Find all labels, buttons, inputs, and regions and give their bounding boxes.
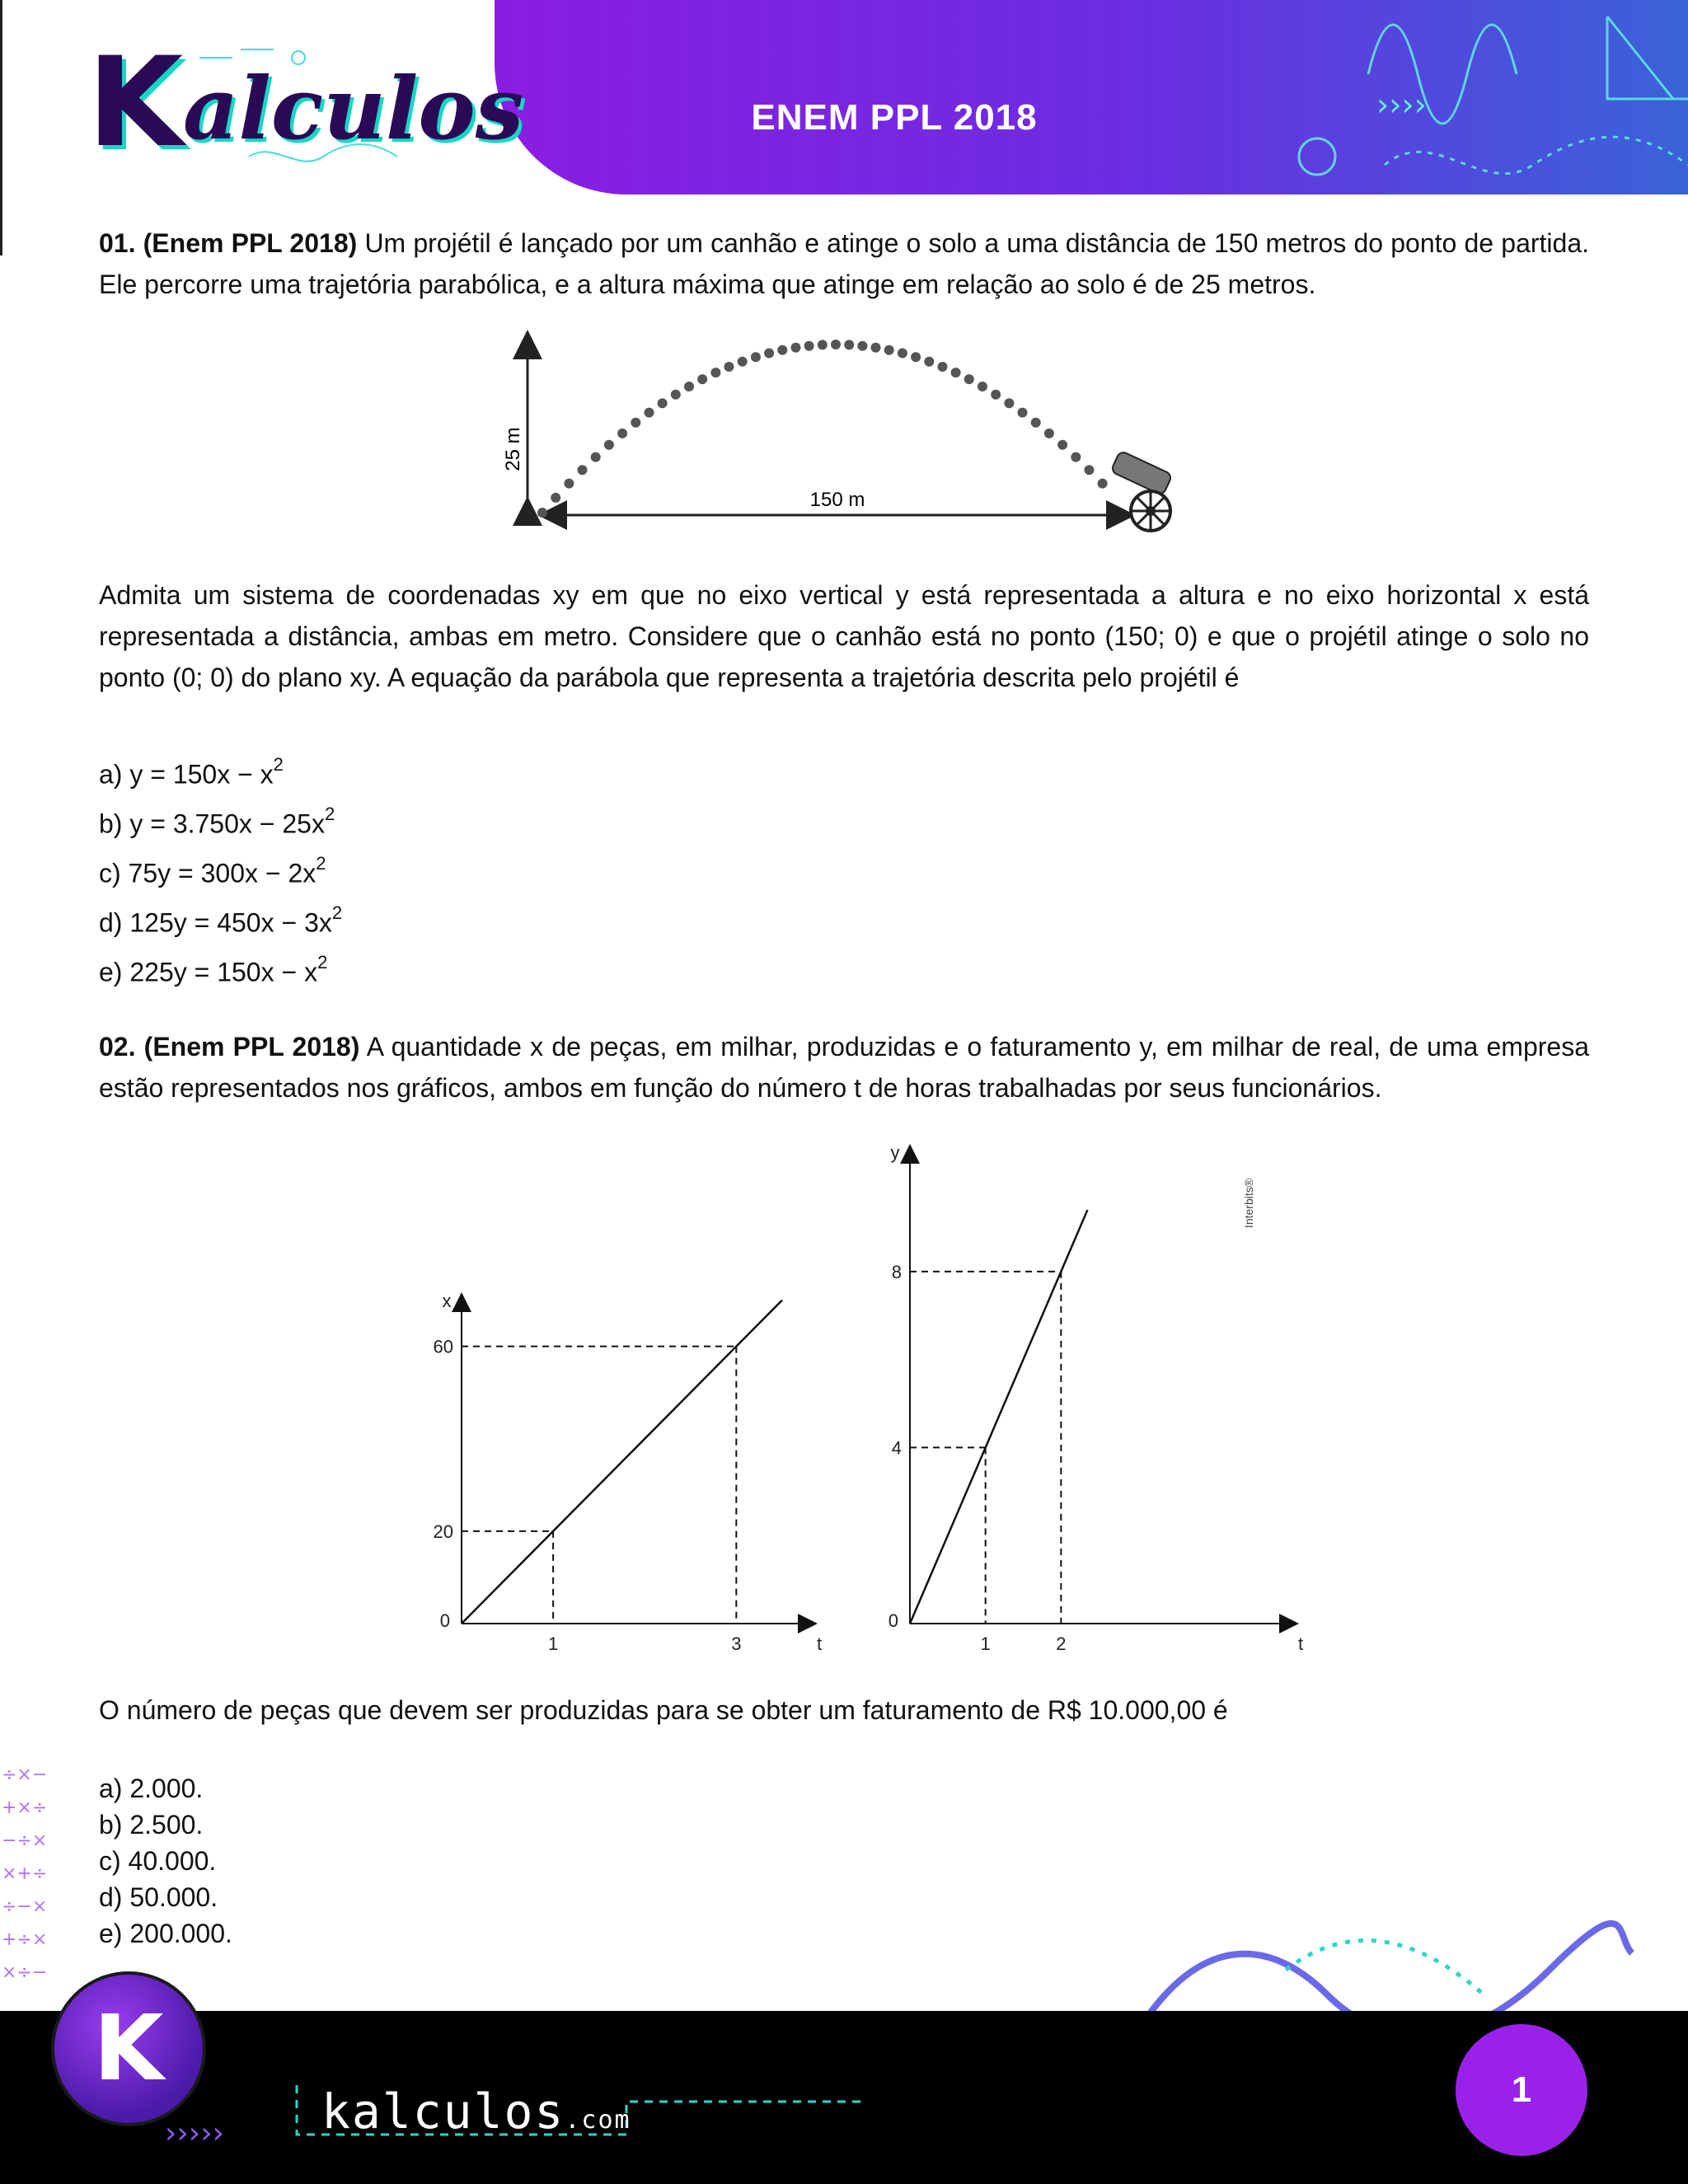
svg-text:››››: ›››› xyxy=(1376,87,1427,123)
option-exponent: 2 xyxy=(317,952,328,972)
option-value: 200.000. xyxy=(129,1919,232,1948)
trajectory-dot xyxy=(1057,440,1067,450)
trajectory-dot xyxy=(1044,429,1054,438)
chart-revenue-vs-hours xyxy=(874,1137,1335,1654)
question-1-label: 01. (Enem PPL 2018) xyxy=(99,228,358,258)
option-value: 40.000. xyxy=(128,1846,217,1876)
origin-label: 0 xyxy=(439,1610,450,1631)
footer-bar xyxy=(0,2011,1688,2184)
trajectory-dot xyxy=(898,349,907,359)
distance-label: 150 m xyxy=(809,489,865,511)
option-letter: b) xyxy=(99,1810,130,1840)
image-credit: Interbits® xyxy=(1242,1178,1255,1229)
trajectory-dot xyxy=(710,368,720,377)
trajectory-dot xyxy=(818,340,828,349)
option-letter: c) xyxy=(99,858,129,888)
trajectory-dot xyxy=(884,345,894,355)
trajectory-dot xyxy=(617,429,627,438)
height-label: 25 m xyxy=(502,427,524,471)
trajectory-dot xyxy=(671,390,681,400)
trajectory-dot xyxy=(1004,398,1014,408)
trajectory-dot xyxy=(804,341,814,351)
trajectory-dot xyxy=(658,398,668,408)
trajectory-dot xyxy=(978,382,987,391)
y-tick-label: 8 xyxy=(891,1261,902,1282)
y-axis-label: y xyxy=(890,1142,900,1163)
cannon-icon xyxy=(1110,451,1172,531)
trajectory-dot xyxy=(938,362,948,372)
origin-label: 0 xyxy=(888,1610,898,1631)
x-tick-label: 1 xyxy=(547,1633,559,1654)
svg-text:+÷×: +÷× xyxy=(2,1929,48,1950)
q2-option-a[interactable] xyxy=(99,1772,203,1805)
page-number: 1 xyxy=(1456,2024,1587,2156)
trajectory-dot xyxy=(551,493,560,503)
option-exponent: 2 xyxy=(316,853,326,874)
header-title: ENEM PPL 2018 xyxy=(751,97,1038,138)
trajectory-dot xyxy=(791,343,801,353)
option-exponent: 2 xyxy=(331,902,343,923)
y-axis-label: x xyxy=(442,1291,452,1311)
y-tick-label: 60 xyxy=(433,1336,453,1357)
q2-option-d[interactable] xyxy=(99,1881,218,1914)
option-value: y = 150x − x xyxy=(129,759,274,790)
trajectory-dot xyxy=(1098,479,1108,489)
chart-pieces-vs-hours xyxy=(412,1286,841,1654)
option-letter: e) xyxy=(99,1919,130,1948)
svg-text:−÷×: −÷× xyxy=(2,1830,48,1851)
x-axis-label: t xyxy=(1297,1633,1304,1654)
q2-option-c[interactable] xyxy=(99,1844,216,1877)
option-letter: a) xyxy=(99,1774,130,1803)
question-1-text: Um projétil é lançado por um canhão e atinge o solo a uma distância de 150 metros do ponto de partida. Ele percorre uma trajetória parabólica, e a altura máxima que atinge em relação ao solo é de 25 metros. xyxy=(99,228,1589,299)
option-value: 225y = 150x − x xyxy=(129,957,318,987)
trajectory-dot xyxy=(564,479,574,489)
option-value: 125y = 450x − 3x xyxy=(129,907,332,938)
question-2-prompt: O número de peças que devem ser produzidas para se obter um faturamento de R$ 10.000,00 é xyxy=(99,1695,1228,1725)
logo-text: alculos xyxy=(183,58,524,159)
option-letter: d) xyxy=(99,1882,130,1912)
page-edge-line xyxy=(0,0,2,255)
option-letter: b) xyxy=(99,808,130,839)
footer-lines xyxy=(0,2011,1688,2184)
trajectory-dot xyxy=(871,343,881,353)
trajectory-dot xyxy=(844,340,854,349)
trajectory-dot xyxy=(1018,408,1028,418)
question-1-statement xyxy=(99,223,1589,305)
header-band xyxy=(495,0,1688,194)
question-2-statement xyxy=(99,1026,1589,1108)
option-value: y = 3.750x − 25x xyxy=(129,808,325,839)
trajectory-dot xyxy=(697,374,707,384)
svg-text:›››››: ››››› xyxy=(165,2116,224,2150)
trajectory-dot xyxy=(911,352,921,362)
kalculos-badge-icon: K xyxy=(51,1971,206,2126)
option-value: 75y = 300x − 2x xyxy=(128,858,316,888)
option-letter: c) xyxy=(99,1846,129,1876)
footer-site-tld: .com xyxy=(565,2106,631,2135)
trajectory-dot xyxy=(1071,452,1081,462)
trajectory-dot xyxy=(724,362,734,372)
projectile-figure xyxy=(478,330,1220,527)
trajectory-dot xyxy=(604,440,614,450)
x-tick-label: 1 xyxy=(980,1633,991,1654)
trajectory-dot xyxy=(831,340,841,349)
question-1-context: Admita um sistema de coordenadas xy em que no eixo vertical y está representada a altura e no eixo horizontal x está representada a distância, ambas em metro. Considere que o canhão está no ponto (150; 0) e que o projétil atinge o solo no ponto (0; 0) do plano xy. A equação da parábola que representa a trajetória descrita pelo projétil é xyxy=(99,580,1589,692)
svg-text:+×÷: +×÷ xyxy=(2,1797,48,1818)
trajectory-dot xyxy=(751,352,761,362)
trajectory-dot xyxy=(857,341,867,351)
trajectory-dot xyxy=(991,390,1001,400)
trajectory-dot xyxy=(684,382,694,391)
trajectory-dot xyxy=(537,508,547,518)
option-value: 50.000. xyxy=(129,1882,218,1912)
q1-option-e[interactable] xyxy=(99,949,327,989)
svg-text:×+÷: ×+÷ xyxy=(2,1863,48,1884)
footer-site-name: kalculos xyxy=(321,2083,565,2139)
svg-text:÷×−: ÷×− xyxy=(2,1765,48,1785)
q2-option-b[interactable] xyxy=(99,1808,203,1841)
q1-option-c[interactable] xyxy=(99,851,326,890)
q2-option-e[interactable] xyxy=(99,1917,232,1950)
series-line xyxy=(462,1301,782,1624)
footer-website[interactable] xyxy=(321,2083,631,2139)
q1-option-a[interactable] xyxy=(99,752,284,791)
trajectory-dot xyxy=(591,452,601,462)
x-tick-label: 3 xyxy=(731,1633,742,1654)
x-axis-label: t xyxy=(816,1633,823,1654)
option-exponent: 2 xyxy=(273,754,284,775)
trajectory-dot xyxy=(1031,418,1041,428)
svg-text:÷−×: ÷−× xyxy=(2,1896,48,1917)
x-tick-label: 2 xyxy=(1056,1633,1067,1654)
trajectory-dot xyxy=(764,349,774,359)
trajectory-dot xyxy=(951,368,961,377)
y-tick-label: 20 xyxy=(433,1521,453,1542)
trajectory-dot xyxy=(738,357,748,367)
question-2-label: 02. (Enem PPL 2018) xyxy=(99,1032,360,1062)
trajectory-dot xyxy=(777,345,787,355)
trajectory-dot xyxy=(964,374,974,384)
option-value: 2.500. xyxy=(129,1810,204,1840)
math-symbols-decoration xyxy=(0,1755,49,2003)
option-value: 2.000. xyxy=(129,1774,204,1803)
trajectory-dot xyxy=(631,418,640,428)
kalculos-logo[interactable] xyxy=(76,25,524,181)
question-2-text: A quantidade x de peças, em milhar, produzidas e o faturamento y, em milhar de real, de uma empresa estão representados nos gráficos, ambos em função do número t de horas trabalhadas por seus funcionários. xyxy=(99,1032,1590,1103)
q1-option-b[interactable] xyxy=(99,801,335,841)
option-letter: e) xyxy=(99,957,130,987)
trajectory-dot xyxy=(645,408,654,418)
trajectory-dot xyxy=(924,357,934,367)
q1-option-d[interactable] xyxy=(99,900,342,940)
option-exponent: 2 xyxy=(324,804,335,824)
option-letter: a) xyxy=(99,759,130,790)
trajectory-dot xyxy=(1085,465,1095,475)
y-tick-label: 4 xyxy=(891,1437,902,1459)
option-letter: d) xyxy=(99,907,130,938)
logo-k-letter: K xyxy=(87,31,184,175)
trajectory-dot xyxy=(578,465,588,475)
svg-text:×÷−: ×÷− xyxy=(2,1962,48,1983)
